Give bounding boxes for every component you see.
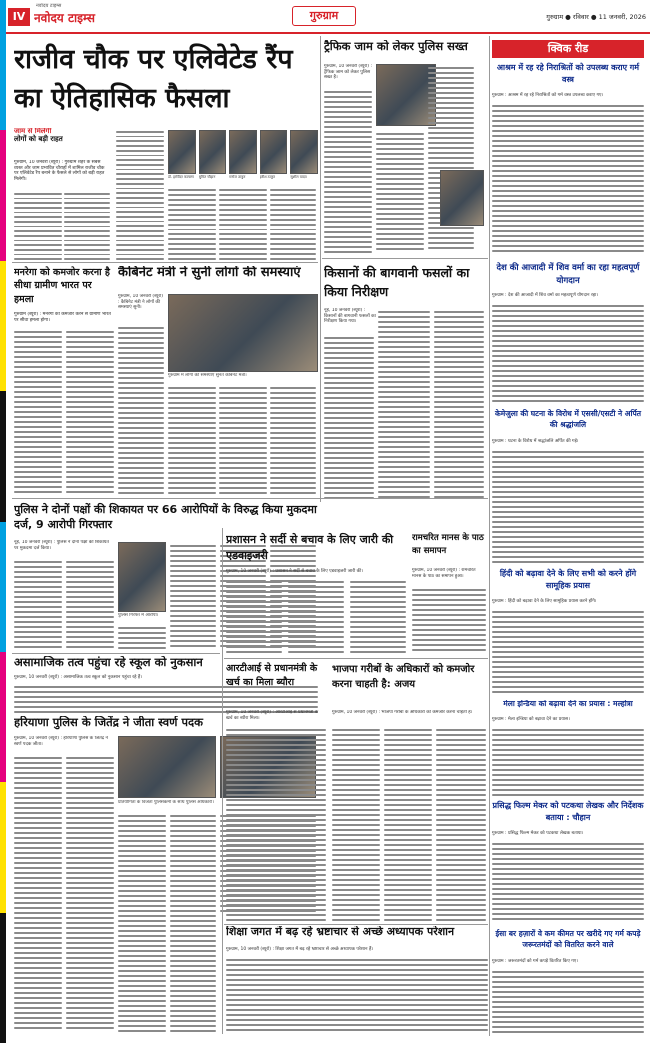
ramcharit-headline: रामचरित मानस के पाठ का समापन — [412, 533, 484, 556]
gold-headline: हरियाणा पुलिस के जितेंद्र ने जीता स्वर्ण पदक — [14, 716, 203, 729]
police-body-col4 — [170, 542, 216, 650]
gold-body-col4 — [170, 812, 216, 1034]
column-divider — [489, 36, 490, 1036]
masthead — [6, 0, 650, 34]
page-number: IV — [8, 8, 30, 26]
police-photo — [118, 542, 166, 612]
rti-headline: आरटीआई से प्रधानमंत्री के खर्च का मिला ब्यौरा — [226, 663, 318, 689]
farmers-body-col3 — [434, 308, 484, 500]
portrait-name: सुशील यादव — [290, 175, 307, 179]
cold-body-col1 — [226, 578, 282, 654]
traffic-photo — [376, 64, 436, 126]
main-subhead-1: जाम से मिलेगी — [14, 128, 52, 135]
quick-read-body — [492, 968, 644, 1034]
quick-read-text: गुरुग्राम : देश की आजादी में शिव वर्मा का महत्वपूर्ण योगदान रहा। — [492, 293, 599, 298]
minister-body-col3 — [219, 384, 267, 496]
portrait-row — [168, 130, 318, 174]
cold-body-col2 — [288, 578, 344, 654]
quick-read-text: गुरुग्राम : घटना के विरोध में श्रद्धांजलि अर्पित की गई। — [492, 439, 579, 444]
gold-photo — [118, 736, 216, 798]
portrait-photo — [199, 130, 227, 174]
quick-read-headline: केमेजुला की घटना के विरोध में एससी/एसटी ने अर्पित की श्रद्धांजलि — [494, 409, 641, 430]
edu-text: गुरुग्राम, 10 जनवरी (ब्यूरो) : शिक्षा जगत में बढ़ रहे भ्रष्टाचार से अच्छे अध्यापक परेशान हैं। — [226, 947, 374, 952]
traffic-photo-2 — [440, 170, 484, 226]
quick-read-text: गुरुग्राम : आश्रम में रह रहे निराश्रितों को गर्म वस्त्र उपलब्ध कराए गए। — [492, 93, 604, 98]
minister-photo — [168, 294, 318, 372]
city-date: गुरुग्राम ● रविवार ● 11 जनवरी, 2026 — [546, 13, 646, 21]
bjp-body-col2 — [384, 726, 432, 922]
main-body-col1 — [14, 190, 62, 260]
quick-read-text: गुरुग्राम : मेला इन्डिया को बढ़ावा देने का प्रयास। — [492, 717, 570, 722]
bjp-text: गुरुग्राम, 10 जनवरी (ब्यूरो) : भाजपा गरीबों के अधिकारों को कमजोर करना चाहती है। — [332, 710, 473, 715]
bjp-body-col3 — [436, 726, 486, 922]
school-headline: असामाजिक तत्व पहुंचा रहे स्कूल को नुकसान — [14, 656, 203, 669]
cold-text: गुरुग्राम, 10 जनवरी (ब्यूरो) : प्रशासन ने सर्दी से बचाव के लिए एडवाइजरी जारी की। — [226, 569, 363, 574]
quick-read-headline: मेला इन्डिया को बढ़ावा देने का प्रयास : मल्होत्रा — [503, 700, 633, 708]
traffic-text: गुरुग्राम, 10 जनवरी (ब्यूरो) : ट्रैफिक जाम को लेकर पुलिस सख्त है। — [324, 64, 372, 81]
police-body-col3 — [118, 624, 166, 650]
police-headline: पुलिस ने दोनों पक्षों की शिकायत पर 66 आरोपियों के विरुद्ध किया मुकदमा दर्ज, 9 आरोपी गिरफ्तार — [14, 503, 317, 532]
ramcharit-text: गुरुग्राम, 10 जनवरी (ब्यूरो) : रामचरित मानस के पाठ का समापन हुआ। — [412, 568, 476, 579]
minister-body-col1 — [118, 324, 164, 496]
portrait-name: हरीश ठाकुर — [259, 175, 275, 179]
gold-caption: प्रतियोगिता के विजेता पुलिसकर्मी के साथ पुलिस अधिकारी। — [118, 800, 214, 805]
quick-read-headline: आश्रम में रह रहे निराश्रितों को उपलब्ध कराए गर्म वस्त्र — [496, 63, 640, 84]
minister-text: गुरुग्राम, 10 जनवरी (ब्यूरो) : कैबिनेट मंत्री ने लोगों की समस्याएं सुनी। — [118, 294, 164, 311]
minister-body-col2 — [168, 384, 216, 496]
quick-read-text: गुरुग्राम : प्रसिद्ध फिल्म मेकर को पटकथा लेखक बताया। — [492, 831, 584, 836]
bjp-headline: भाजपा गरीबों के अधिकारों को कमजोर करना चाहती है: अजय — [332, 664, 475, 690]
row-divider — [322, 258, 488, 259]
portrait-name: सुमित चौहान — [198, 175, 216, 179]
quick-read-body — [492, 448, 644, 564]
narega-headline: मनरेगा को कमजोर करना है सीधा ग्रामीण भारत पर हमला — [14, 267, 110, 305]
farmers-body-col2 — [378, 308, 430, 500]
gold-body-col2 — [66, 754, 114, 1034]
edu-body — [226, 956, 488, 1034]
minister-headline: कैबिनेट मंत्री ने सुनी लोगों की समस्याएं — [118, 266, 301, 280]
rti-text: गुरुग्राम, 10 जनवरी (ब्यूरो) : आरटीआई से प्रधानमंत्री के खर्च का ब्यौरा मिला। — [226, 710, 319, 721]
paper-name: नवोदय टाइम्स — [34, 11, 96, 25]
ramcharit-body — [412, 586, 486, 654]
police-text: नूंह, 10 जनवरी (ब्यूरो) : पुलिस ने दोनों पक्षों की शिकायत पर मुकदमा दर्ज किया। — [14, 540, 109, 551]
portrait-photo — [229, 130, 257, 174]
quick-read-body — [492, 608, 644, 696]
narega-body-col2 — [66, 328, 114, 496]
quick-read-body — [492, 102, 644, 256]
registration-strip-left — [0, 0, 6, 1043]
bjp-body-col1 — [332, 726, 380, 922]
row-divider — [12, 498, 488, 499]
main-body-col3 — [116, 128, 164, 260]
portrait-name: मनोज ठाकुर — [229, 175, 246, 179]
farmers-headline: किसानों की बागवानी फसलों का किया निरीक्षण — [324, 265, 470, 299]
gold-text: गुरुग्राम, 10 जनवरी (ब्यूरो) : हरियाणा पुलिस के जितेंद्र ने स्वर्ण पदक जीता। — [14, 736, 108, 747]
column-divider — [320, 36, 321, 502]
police-body-col2 — [66, 558, 114, 650]
main-body-col6 — [270, 186, 316, 260]
section-label: गुरुग्राम — [292, 6, 356, 26]
quick-read-text: गुरुग्राम : हिंदी को बढ़ावा देने के लिए सामूहिक प्रयास करने होंगे। — [492, 599, 597, 604]
minister-body-col4 — [270, 384, 316, 496]
quick-read-banner: क्विक रीड — [492, 40, 644, 58]
farmers-text: नूंह, 10 जनवरी (ब्यूरो) : किसानों की बागवानी फसलों का निरीक्षण किया गया। — [324, 308, 376, 325]
school-text: गुरुग्राम, 10 जनवरी (ब्यूरो) : असामाजिक तत्व स्कूल को नुकसान पहुंचा रहे हैं। — [14, 675, 142, 680]
cold-headline-display: प्रशासन ने सर्दी से बचाव के लिए जारी की एडवाइजरी — [226, 533, 394, 562]
rti-body — [226, 726, 326, 922]
column-divider — [222, 528, 223, 1034]
cold-body-col3 — [350, 578, 406, 654]
main-subhead-2: लोगों को बड़ी राहत — [14, 134, 63, 143]
portrait-photo — [260, 130, 288, 174]
portrait-names — [168, 175, 318, 183]
quick-read-body — [492, 840, 644, 924]
quick-read-headline: ईसा बर हज़ारों वे कम कीमत पर खरीदे गए गर्म कपड़े जरूरतमंदों को वितरित करने वाले — [495, 929, 641, 950]
quick-read-body — [492, 726, 644, 796]
row-divider — [12, 262, 318, 263]
gold-body-col3 — [118, 812, 166, 1034]
main-lead: गुरुग्राम, 10 जनवरी (ब्यूरो) : गुरुग्राम शहर के सबसे व्यस्त और जाम प्रभावित चौराहों में शामिल राजीव चौक पर एलिवेटेड रैंप बनाने के फैसले से लोगों को बड़ी राहत मिलेगी। — [14, 160, 105, 183]
edu-headline: शिक्षा जगत में बढ़ रहे भ्रष्टाचार से अच्छे अध्यापक परेशान — [226, 926, 455, 938]
quick-read-headline: देश की आजादी में शिव वर्मा का रहा महत्वपूर्ण योगदान — [496, 263, 640, 286]
row-divider — [224, 658, 488, 659]
main-subheads — [14, 128, 72, 158]
quick-read-headline: हिंदी को बढ़ावा देने के लिए सभी को करने होंगे सामूहिक प्रयास — [499, 569, 637, 590]
row-divider — [12, 653, 220, 654]
portrait-photo — [168, 130, 196, 174]
quick-read-body — [492, 302, 644, 404]
police-body-col1 — [14, 558, 62, 650]
police-caption: पुलिस गिरफ्त में आरोपी। — [118, 613, 159, 618]
paper-name-small: नवोदय टाइम्स — [36, 3, 62, 9]
main-body-col2 — [64, 190, 110, 260]
portrait-photo — [290, 130, 318, 174]
traffic-headline: ट्रैफिक जाम को लेकर पुलिस सख्त — [324, 40, 468, 53]
farmers-body-col1 — [324, 334, 374, 500]
portrait-name: डॉ. हरविंदर कल्याण — [168, 175, 194, 179]
narega-text: गुरुग्राम (ब्यूरो) : मनरेगा को कमजोर करने से ग्रामीण भारत पर सीधा हमला होगा। — [14, 312, 111, 323]
main-headline: राजीव चौक पर एलिवेटेड रैंप का ऐतिहासिक फैसला — [14, 44, 293, 115]
main-body-col5 — [219, 186, 267, 260]
traffic-body-col2 — [376, 130, 424, 254]
minister-caption: गुरुग्राम में लोगों की समस्याएं सुनते कैबिनेट मंत्री। — [168, 373, 247, 378]
traffic-body-col1 — [324, 88, 372, 254]
row-divider — [224, 924, 488, 925]
main-body-col4 — [168, 186, 216, 260]
gold-body-col1 — [14, 754, 62, 1034]
narega-body-col1 — [14, 328, 62, 496]
quick-read-text: गुरुग्राम : जरूरतमंदों को गर्म कपड़े वितरित किए गए। — [492, 959, 578, 964]
quick-read-headline: प्रसिद्ध फिल्म मेकर को पटकथा लेखक और निर्देशक बताया : चौहान — [492, 801, 644, 822]
